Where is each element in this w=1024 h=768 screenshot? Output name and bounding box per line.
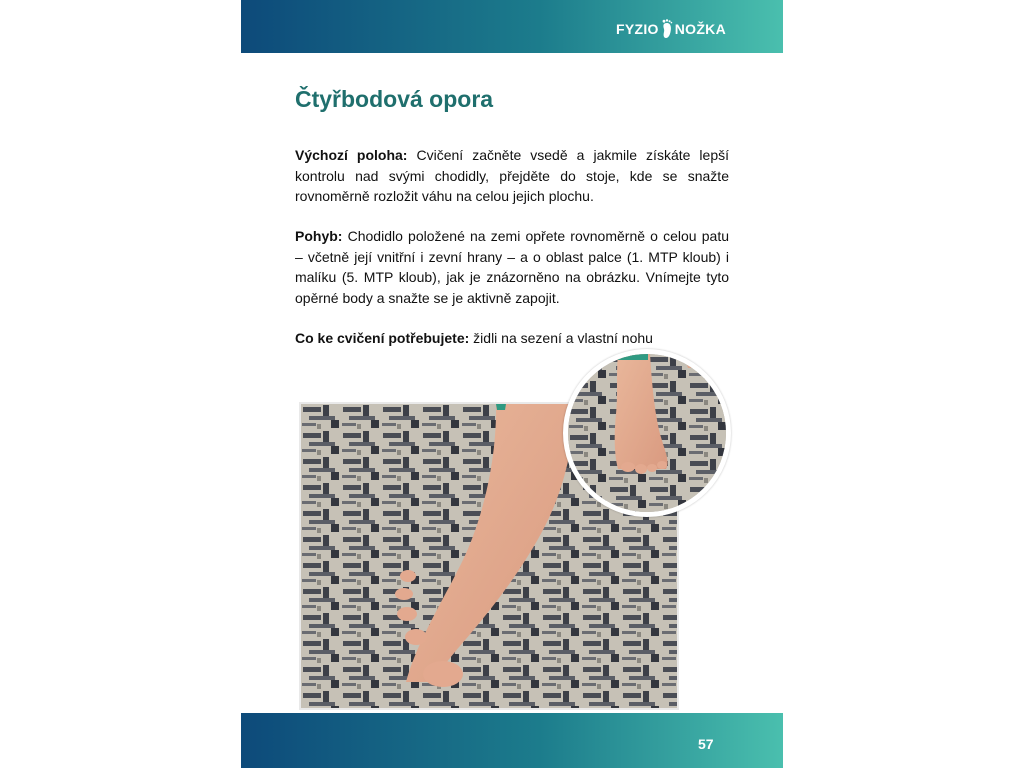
equipment-label: Co ke cvičení potřebujete: xyxy=(295,330,470,346)
header-band xyxy=(241,0,783,53)
page-number: 57 xyxy=(698,736,714,752)
movement-text: Chodidlo položené na zemi opřete rovnoměrně o celou patu – včetně její vnitřní i zevní hrany – a o oblast palce (1. MTP kloub) i malíku (5. MTP kloub), jak je znázorněno na obrázku. Vnímejte tyto opěrné body a snažte se je aktivně zapojit. xyxy=(295,228,729,306)
paragraph-start-position xyxy=(295,145,729,207)
paragraph-equipment xyxy=(295,328,729,349)
start-position-label: Výchozí poloha: xyxy=(295,147,408,163)
inset-photo-illustration xyxy=(568,354,726,512)
start-position-text: Cvičení začněte vsedě a jakmile získáte lepší kontrolu nad svými chodidly, přejděte do stoje, kde se snažte rovnoměrně rozložit váhu na celou jejich plochu. xyxy=(295,147,730,204)
page-title: Čtyřbodová opora xyxy=(295,86,494,112)
foot-inset-circle-photo xyxy=(563,349,731,517)
movement-label: Pohyb: xyxy=(295,228,343,244)
equipment-text: židli na sezení a vlastní nohu xyxy=(469,330,653,346)
logo-text-right: NOŽKA xyxy=(674,21,726,37)
paragraph-movement xyxy=(295,226,729,308)
fyzionozka-logo xyxy=(616,19,726,39)
logo-text-left: FYZIO xyxy=(615,21,659,37)
foot-icon xyxy=(661,19,673,39)
document-page xyxy=(241,0,783,768)
